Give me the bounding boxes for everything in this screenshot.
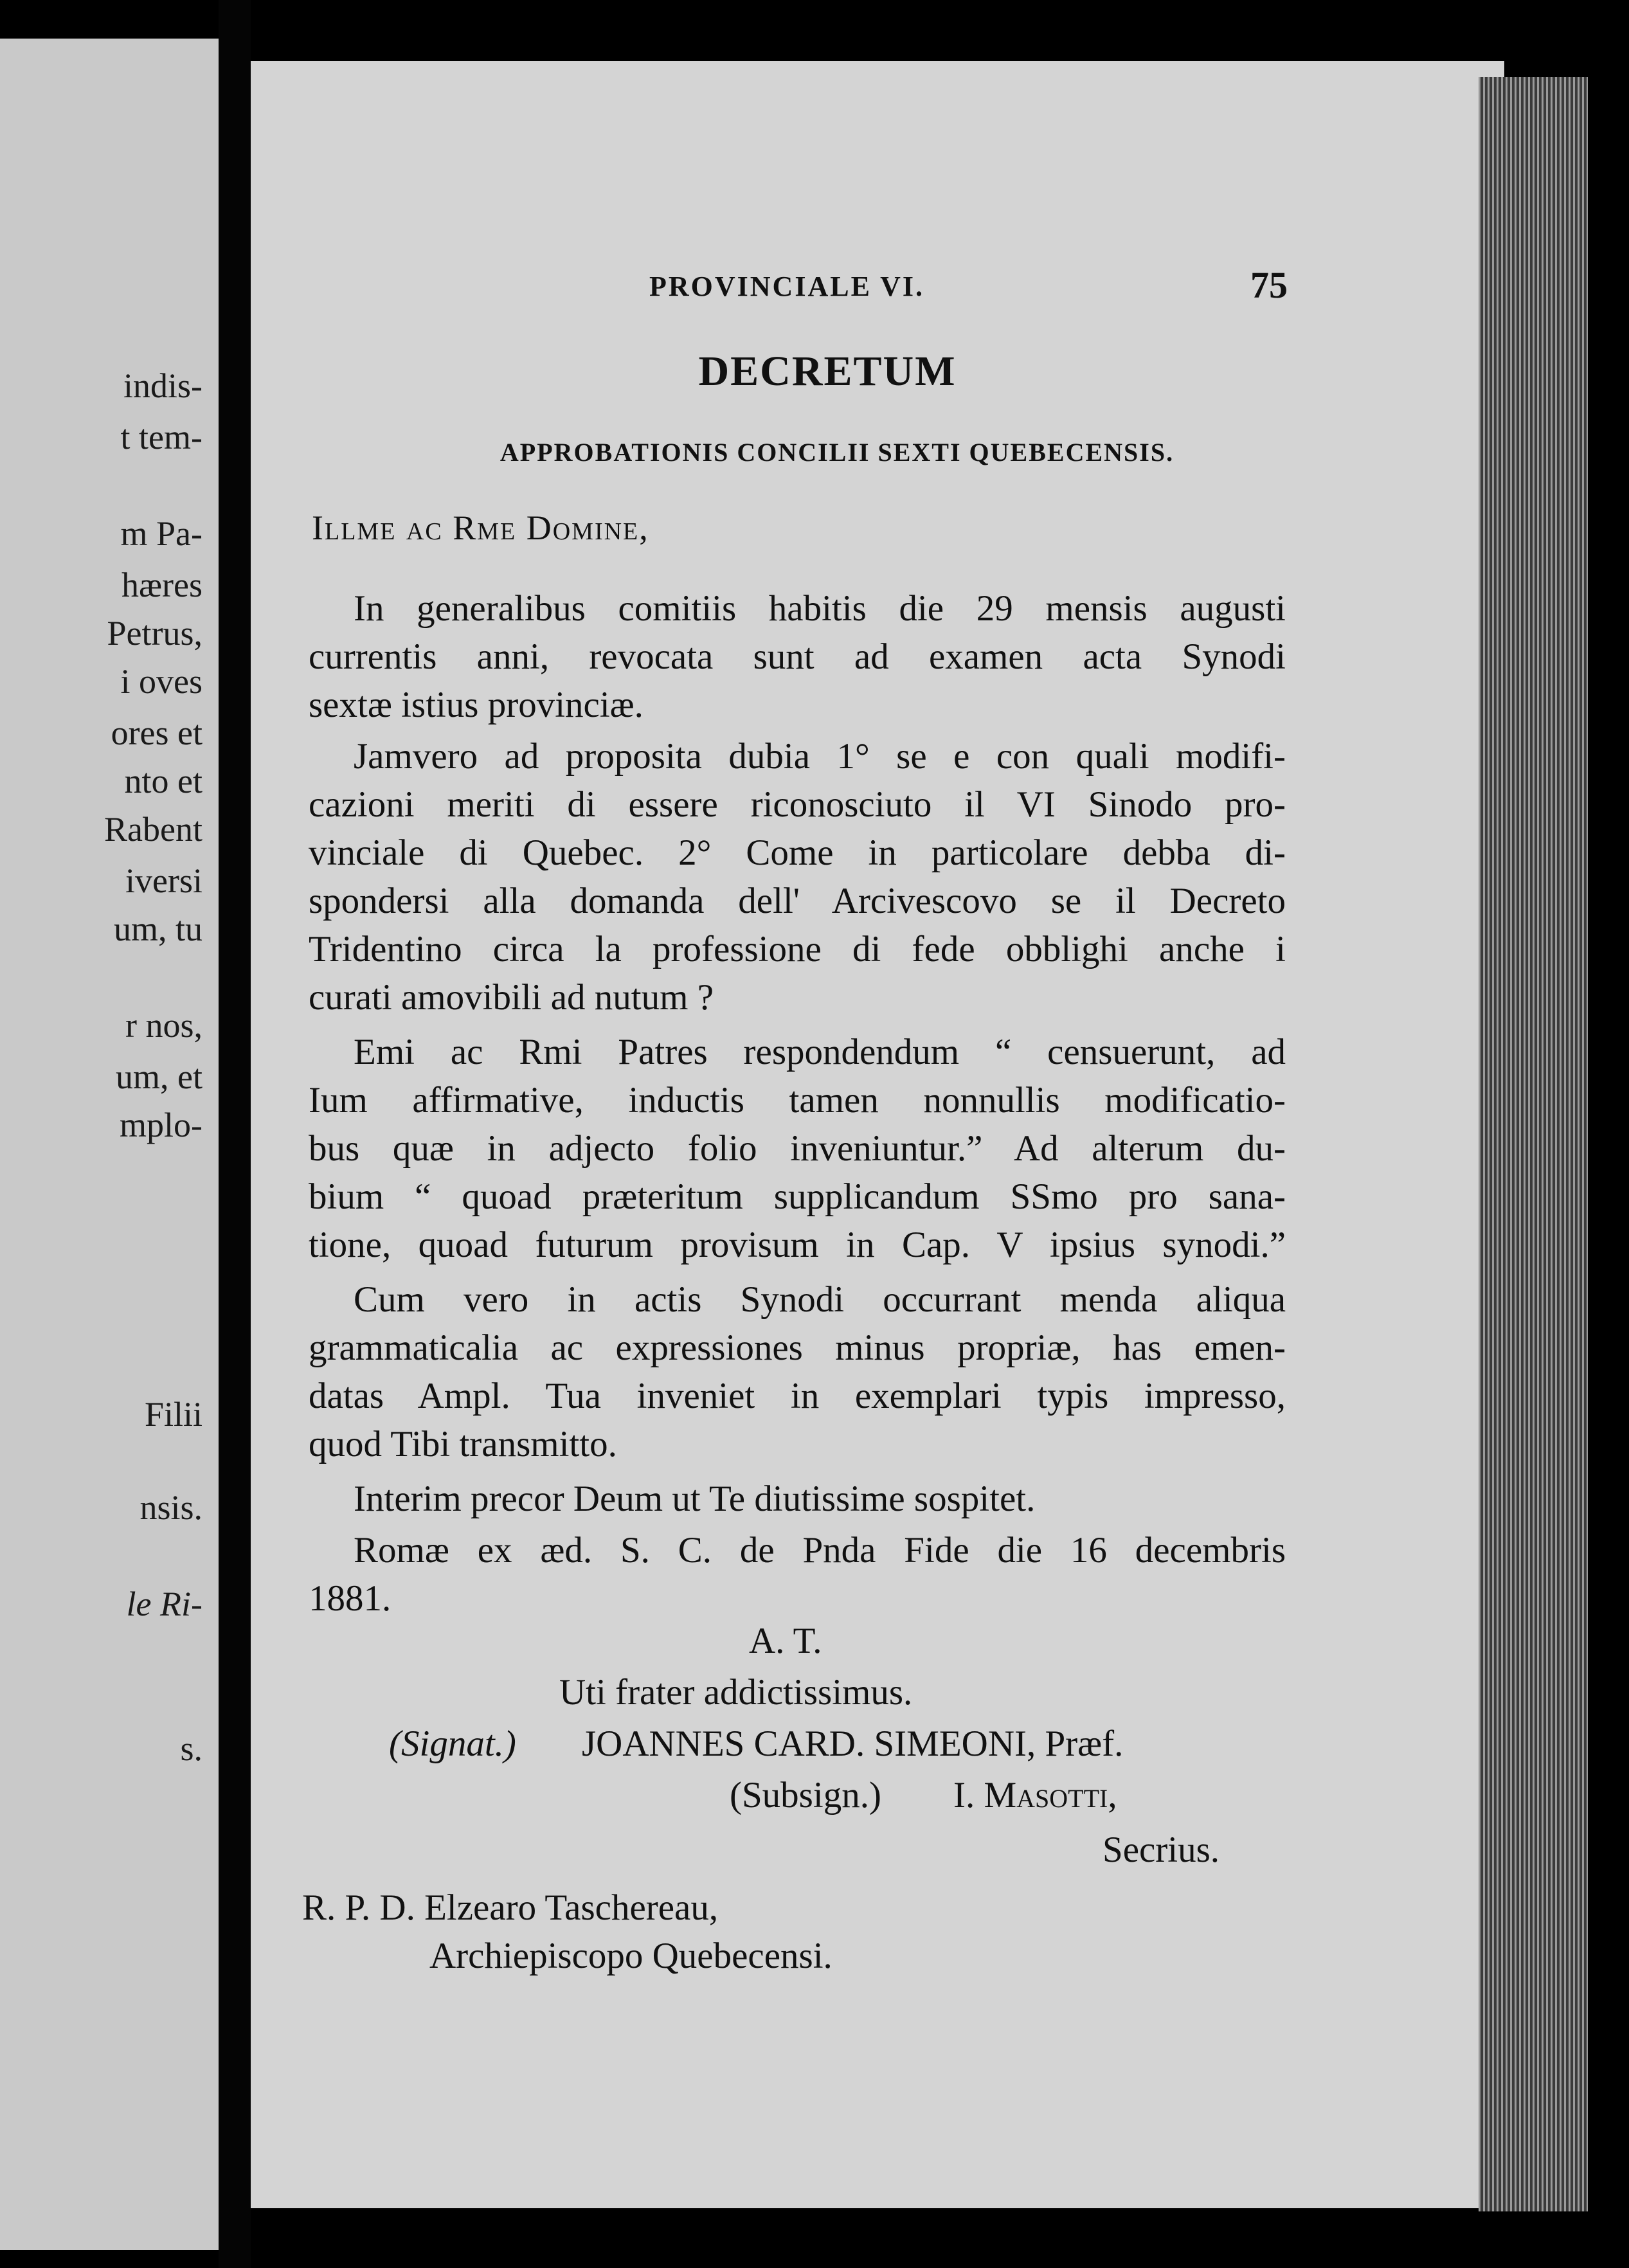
- text-line: cazioni meriti di essere riconosciuto il VI Sinodo pro-: [309, 784, 1286, 825]
- text-line: tione, quoad futurum provisum in Cap. V ipsius synodi.”: [309, 1225, 1286, 1265]
- fragment-line: Filii: [144, 1395, 203, 1434]
- fragment-line: m Pa-: [120, 514, 203, 553]
- text-line: bium “ quoad præteritum supplicandum SSmo pro sana-: [309, 1176, 1286, 1217]
- signat-label: (Signat.): [389, 1724, 516, 1764]
- running-head: PROVINCIALE VI.: [649, 271, 925, 302]
- valediction: Uti frater addictissimus.: [559, 1672, 913, 1713]
- text-line: Emi ac Rmi Patres respondendum “ censuerunt, ad: [354, 1032, 1286, 1072]
- text-line: Ium affirmative, inductis tamen nonnullis modificatio-: [309, 1080, 1286, 1120]
- fragment-line: le Ri-: [126, 1585, 203, 1623]
- subsigner-name: I. Masotti,: [953, 1775, 1117, 1815]
- fragment-line: um, et: [116, 1058, 203, 1096]
- fragment-line: t tem-: [120, 418, 203, 456]
- fragment-line: r nos,: [125, 1006, 203, 1045]
- text-line: vinciale di Quebec. 2° Come in particolare debba di-: [309, 833, 1286, 873]
- text-line: bus quæ in adjecto folio inveniuntur.” Ad alterum du-: [309, 1128, 1286, 1169]
- text-line: curati amovibili ad nutum ?: [309, 977, 714, 1018]
- fragment-line: Rabent: [104, 810, 203, 849]
- addressee-line: Archiepiscopo Quebecensi.: [429, 1936, 833, 1976]
- text-line: Cum vero in actis Synodi occurrant menda aliqua: [354, 1279, 1286, 1320]
- fragment-line: ores et: [111, 714, 203, 752]
- subsign-label: (Subsign.): [730, 1775, 881, 1815]
- book-gutter: [219, 0, 251, 2268]
- fragment-line: nto et: [124, 762, 203, 800]
- fragment-line: Petrus,: [107, 614, 203, 652]
- background-edge: [1588, 0, 1629, 2268]
- text-line: quod Tibi transmitto.: [309, 1424, 617, 1464]
- text-line: datas Ampl. Tua inveniet in exemplari typis impresso,: [309, 1376, 1286, 1416]
- page-number: 75: [1250, 264, 1288, 306]
- fragment-line: um, tu: [113, 910, 203, 948]
- text-line: sextæ istius provinciæ.: [309, 685, 644, 725]
- fragment-line: mplo-: [120, 1106, 203, 1144]
- fragment-line: nsis.: [140, 1488, 203, 1527]
- subsigner-title: Secrius.: [1102, 1830, 1220, 1870]
- text-line: 1881.: [309, 1578, 392, 1619]
- text-line: spondersi alla domanda dell' Arcivescovo se il Decreto: [309, 881, 1286, 921]
- text-line: currentis anni, revocata sunt ad examen acta Synodi: [309, 636, 1286, 677]
- document-title: DECRETUM: [698, 348, 957, 395]
- text-line: In generalibus comitiis habitis die 29 mensis augusti: [354, 588, 1286, 629]
- signer-name: JOANNES CARD. SIMEONI, Præf.: [582, 1724, 1124, 1764]
- text-line: Jamvero ad proposita dubia 1° se e con quali modifi-: [354, 736, 1286, 777]
- initials: A. T.: [749, 1621, 822, 1661]
- fragment-line: s.: [180, 1729, 203, 1768]
- addressee-line: R. P. D. Elzearo Taschereau,: [302, 1887, 719, 1928]
- text-line: Interim precor Deum ut Te diutissime sospitet.: [354, 1479, 1036, 1519]
- page-edges: [1479, 77, 1588, 2211]
- fragment-line: iversi: [125, 861, 203, 900]
- fragment-line: i oves: [120, 662, 203, 701]
- document-subtitle: APPROBATIONIS CONCILII SEXTI QUEBECENSIS.: [500, 438, 1174, 467]
- fragment-line: indis-: [123, 366, 203, 405]
- text-line: Tridentino circa la professione di fede obblighi anche i: [309, 929, 1286, 969]
- text-line: grammaticalia ac expressiones minus propriæ, has emen-: [309, 1328, 1286, 1368]
- fragment-line: hæres: [122, 566, 203, 604]
- salutation: Illme ac Rme Domine,: [312, 509, 649, 547]
- text-line: Romæ ex æd. S. C. de Pnda Fide die 16 decembris: [354, 1530, 1286, 1571]
